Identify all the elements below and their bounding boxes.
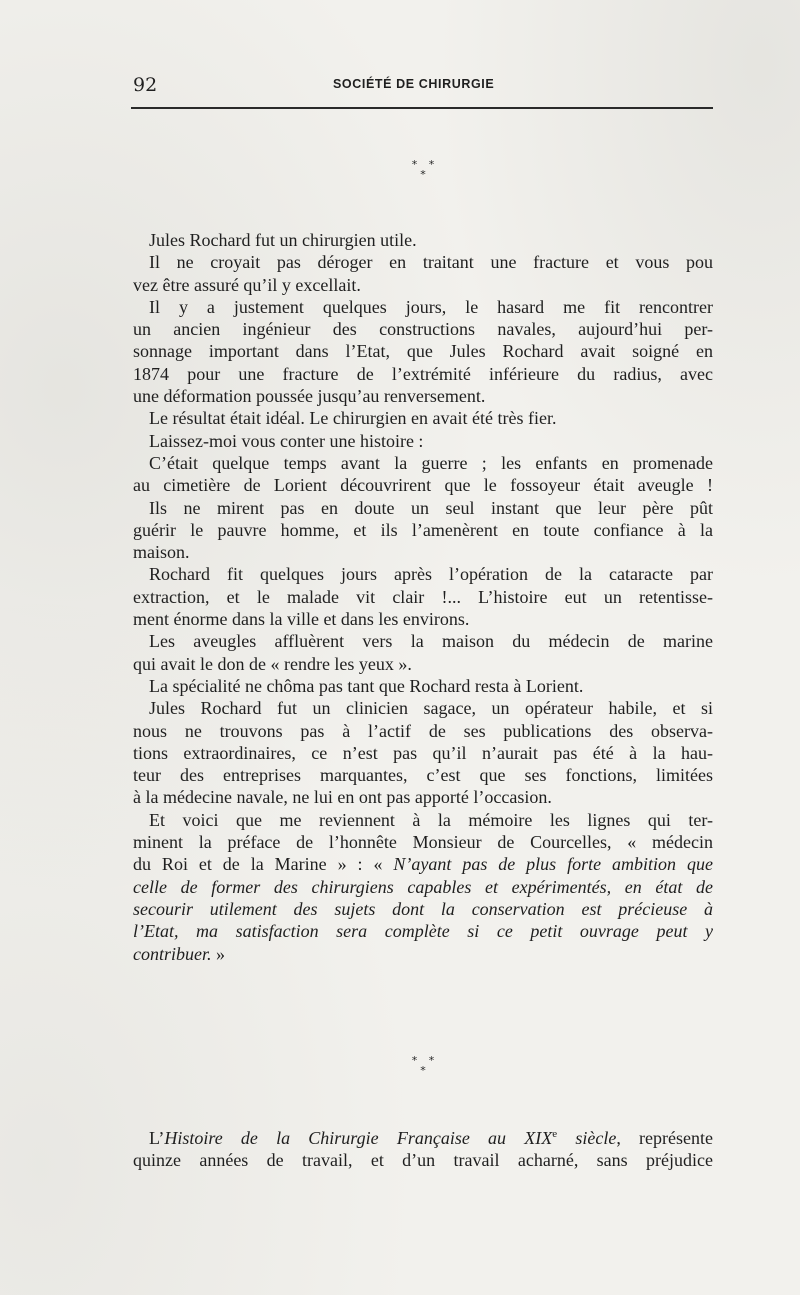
text-line: qui avait le don de « rendre les yeux ». — [133, 653, 412, 674]
text-line: Les aveugles affluèrent vers la maison du médecin de marine — [149, 631, 713, 652]
text-fragment: du Roi et de la Marine » : « — [133, 854, 394, 875]
quoted-italic-line: celle de former des chirurgiens capables et expérimentés, en état de — [133, 876, 713, 897]
closing-text — [133, 1123, 713, 1172]
text-line: Ils ne mirent pas en doute un seul instant que leur père pût — [149, 497, 713, 518]
page-number: 92 — [133, 74, 158, 96]
asterism-separator — [405, 1056, 445, 1076]
text-line: à la médecine navale, ne lui en ont pas apporté l’occasion. — [133, 787, 552, 808]
text-line: Le résultat était idéal. Le chirurgien en avait été très fier. — [149, 408, 557, 429]
text-line: Jules Rochard fut un chirurgien utile. — [149, 230, 417, 250]
text-fragment: , représente — [616, 1128, 713, 1148]
text-line-mixed — [133, 1123, 713, 1149]
text-line: Il y a justement quelques jours, le hasard me fit rencontrer — [149, 296, 713, 317]
superscript-e: e — [552, 1128, 558, 1140]
body-text — [133, 229, 713, 965]
text-line: nous ne trouvons pas à l’actif de ses publications des observa- — [133, 720, 713, 741]
text-line: teur des entreprises marquantes, c’est que ses fonctions, limitées — [133, 765, 713, 786]
text-line: minent la préface de l’honnête Monsieur de Courcelles, « médecin — [133, 832, 713, 853]
text-line: extraction, et le malade vit clair !... L’histoire eut un retentisse- — [133, 586, 713, 607]
asterism-glyphs: * * * — [411, 158, 439, 181]
text-line: Il ne croyait pas déroger en traitant une fracture et vous pou — [149, 252, 713, 273]
text-line: tions extraordinaires, ce n’est pas qu’il n’aurait pas été à la hau- — [133, 742, 713, 763]
text-line: Laissez-moi vous conter une histoire : — [149, 430, 424, 451]
text-line: C’était quelque temps avant la guerre ; les enfants en promenade — [149, 452, 713, 473]
text-line: ment énorme dans la ville et dans les environs. — [133, 609, 470, 630]
book-title: Histoire de la Chirurgie Française au XIX — [164, 1128, 553, 1148]
text-line: maison. — [133, 542, 190, 563]
running-title: SOCIÉTÉ DE CHIRURGIE — [333, 77, 495, 91]
text-line: un ancien ingénieur des constructions navales, aujourd’hui per- — [133, 319, 713, 340]
quoted-italic-line: l’Etat, ma satisfaction sera complète si ce petit ouvrage peut y — [133, 921, 713, 942]
article-prefix: L’ — [149, 1128, 165, 1148]
text-line: Et voici que me reviennent à la mémoire les lignes qui ter- — [149, 809, 713, 830]
asterism-separator — [405, 160, 445, 180]
header-rule — [131, 107, 713, 109]
text-line: sonnage important dans l’Etat, que Jules Rochard avait soigné en — [133, 341, 713, 362]
closing-quote: » — [211, 943, 225, 964]
text-line: au cimetière de Lorient découvrirent que le fossoyeur était aveugle ! — [133, 475, 713, 496]
text-line: vez être assuré qu’il y excellait. — [133, 274, 361, 295]
text-line: Jules Rochard fut un clinicien sagace, un opérateur habile, et si — [149, 698, 713, 719]
text-line: Rochard fit quelques jours après l’opération de la cataracte par — [149, 564, 713, 585]
text-line: La spécialité ne chôma pas tant que Rochard resta à Lorient. — [149, 675, 584, 696]
text-line-mixed — [133, 853, 713, 875]
text-line: quinze années de travail, et d’un travail acharné, sans préjudice — [133, 1150, 713, 1171]
text-line: une déformation poussée jusqu’au renversement. — [133, 386, 486, 407]
asterism-glyphs: * * * — [411, 1054, 439, 1077]
quoted-italic: N’ayant pas de plus forte ambition que — [393, 854, 713, 875]
quoted-italic-line: secourir utilement des sujets dont la conservation est précieuse à — [133, 898, 713, 919]
book-title-siecle: siècle — [557, 1128, 617, 1148]
text-line-mixed — [133, 943, 713, 965]
text-line: guérir le pauvre homme, et ils l’amenèrent en toute confiance à la — [133, 519, 713, 540]
quoted-italic: contribuer. — [133, 943, 212, 964]
text-line: 1874 pour une fracture de l’extrémité inférieure du radius, avec — [133, 363, 713, 384]
